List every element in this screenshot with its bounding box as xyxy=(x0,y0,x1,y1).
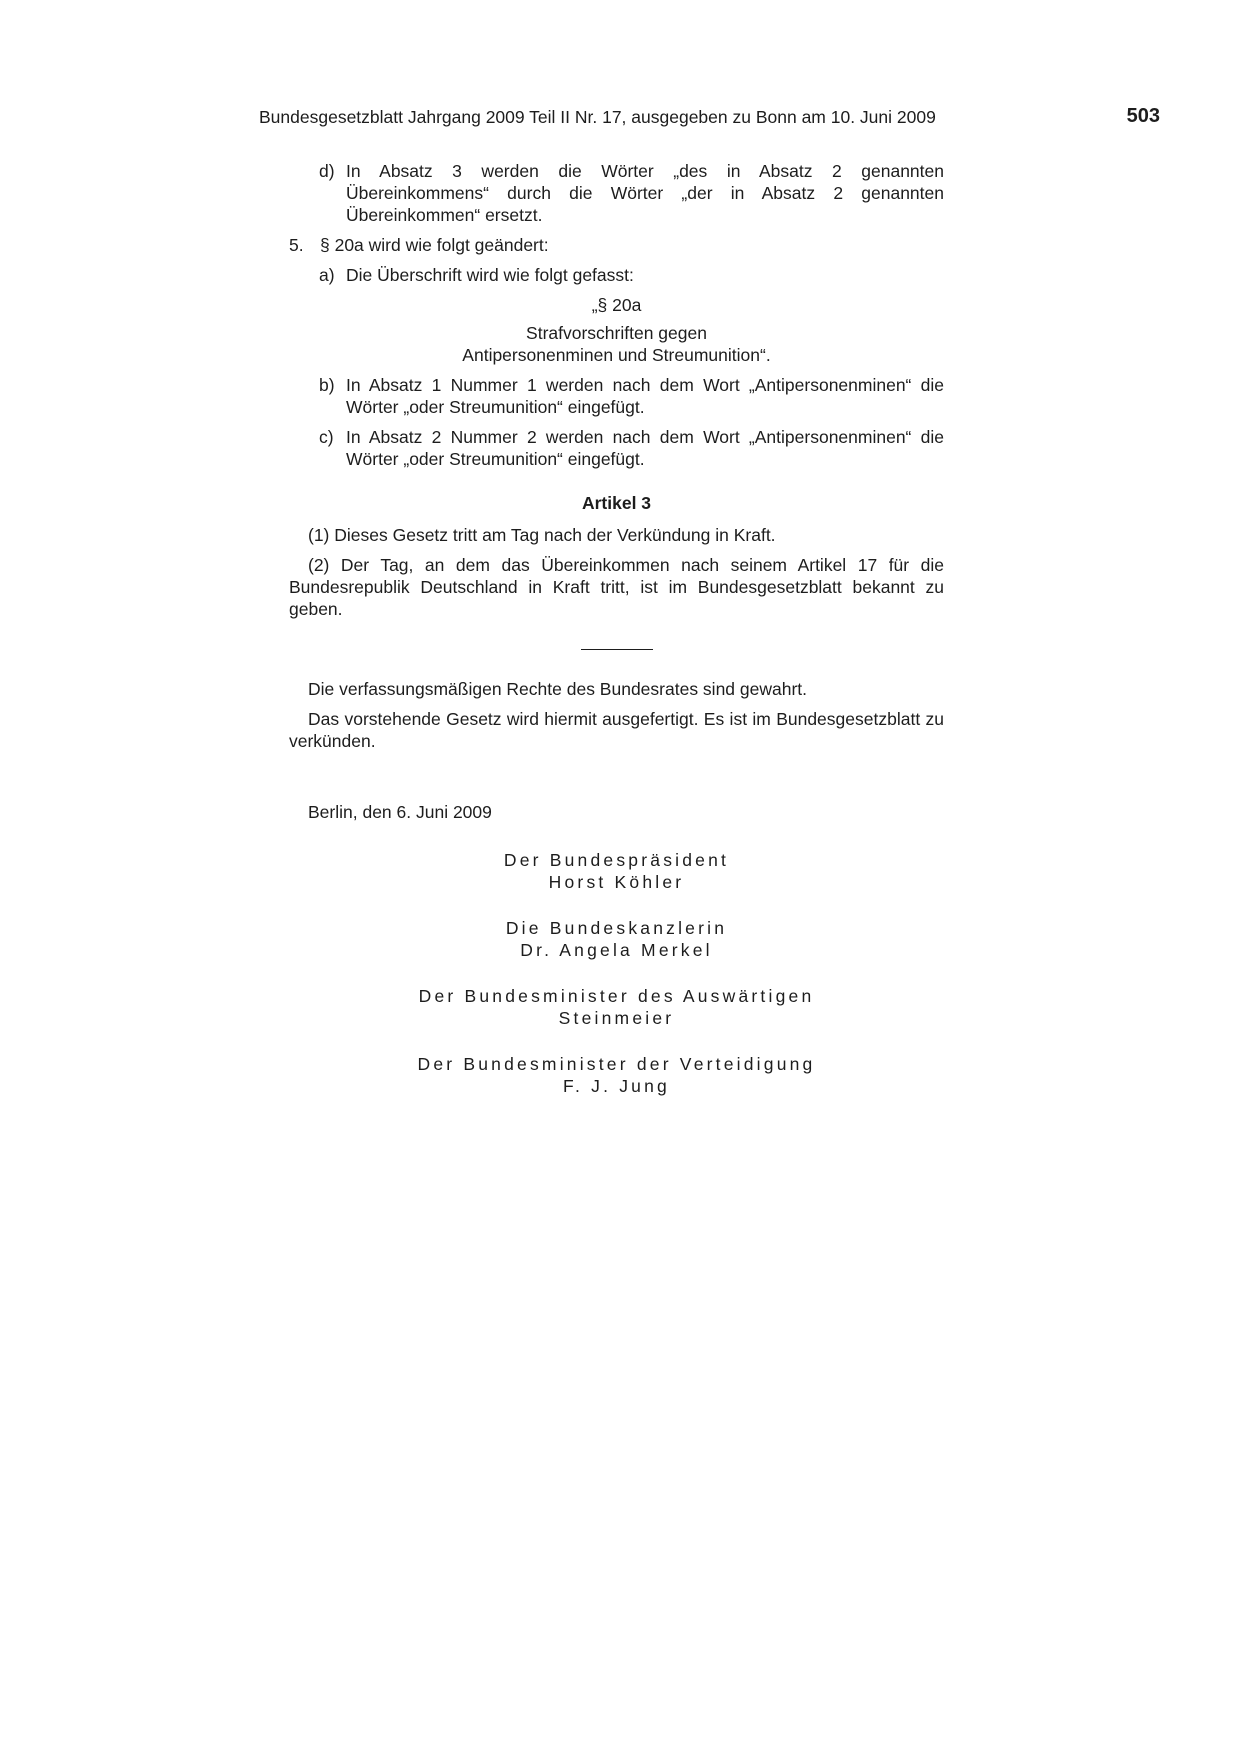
signatory-name: Steinmeier xyxy=(558,1008,675,1028)
list-item-d xyxy=(289,160,944,226)
article-paragraph-1: (1) Dieses Gesetz tritt am Tag nach der Verkündung in Kraft. xyxy=(308,525,776,545)
signatory-office: Der Bundesminister der Verteidigung xyxy=(417,1054,816,1074)
list-item-b xyxy=(289,374,944,418)
signature-block xyxy=(289,1053,944,1097)
signatory-name: Dr. Angela Merkel xyxy=(520,940,713,960)
running-header: Bundesgesetzblatt Jahrgang 2009 Teil II Nr. 17, ausgegeben zu Bonn am 10. Juni 2009 xyxy=(259,107,936,127)
signature-block xyxy=(289,985,944,1029)
quoted-section-title-line2: Antipersonenminen und Streumunition“. xyxy=(462,345,771,365)
list-item-text: In Absatz 3 werden die Wörter „des in Absatz 2 genannten Übereinkommens“ durch die Wörter „der in Absatz 2 genannten Übereinkommen“ ersetzt. xyxy=(346,161,944,225)
quoted-section-heading xyxy=(289,294,944,366)
signatory-office: Der Bundesminister des Auswärtigen xyxy=(418,986,815,1006)
list-item-label: 5. xyxy=(289,235,304,255)
execution-statement: Das vorstehende Gesetz wird hiermit ausgefertigt. Es ist im Bundesgesetzblatt zu verkünden. xyxy=(289,709,944,751)
list-item-label: b) xyxy=(319,375,335,395)
list-item-text: § 20a wird wie folgt geändert: xyxy=(320,235,549,255)
signatory-name: Horst Köhler xyxy=(548,872,685,892)
list-item-c xyxy=(289,426,944,470)
list-item-text: Die Überschrift wird wie folgt gefasst: xyxy=(346,265,634,285)
signature-block xyxy=(289,917,944,961)
signatory-office: Die Bundeskanzlerin xyxy=(505,918,728,938)
rights-statement: Die verfassungsmäßigen Rechte des Bundesrates sind gewahrt. xyxy=(308,679,808,699)
list-item-a xyxy=(289,264,944,286)
list-item-label: c) xyxy=(319,427,334,447)
article-paragraph-2: (2) Der Tag, an dem das Übereinkommen nach seinem Artikel 17 für die Bundesrepublik Deutschland in Kraft tritt, ist im Bundesgesetzblatt bekannt zu geben. xyxy=(289,555,944,619)
page-number: 503 xyxy=(1126,105,1160,127)
list-item-text: In Absatz 1 Nummer 1 werden nach dem Wort „Antipersonenminen“ die Wörter „oder Streumunition“ eingefügt. xyxy=(346,375,944,417)
signature-block xyxy=(289,849,944,893)
list-item-text: In Absatz 2 Nummer 2 werden nach dem Wort „Antipersonenminen“ die Wörter „oder Streumunition“ eingefügt. xyxy=(346,427,944,469)
signatory-office: Der Bundespräsident xyxy=(503,850,730,870)
article-heading: Artikel 3 xyxy=(581,493,652,513)
quoted-section-number: „§ 20a xyxy=(591,295,642,315)
separator-rule xyxy=(581,649,653,650)
list-item-label: d) xyxy=(319,161,335,181)
list-item-5 xyxy=(289,234,944,256)
signatory-name: F. J. Jung xyxy=(563,1076,670,1096)
quoted-section-title-line1: Strafvorschriften gegen xyxy=(526,323,707,343)
place-date: Berlin, den 6. Juni 2009 xyxy=(308,802,492,822)
list-item-label: a) xyxy=(319,265,335,285)
body-column xyxy=(289,160,944,1097)
